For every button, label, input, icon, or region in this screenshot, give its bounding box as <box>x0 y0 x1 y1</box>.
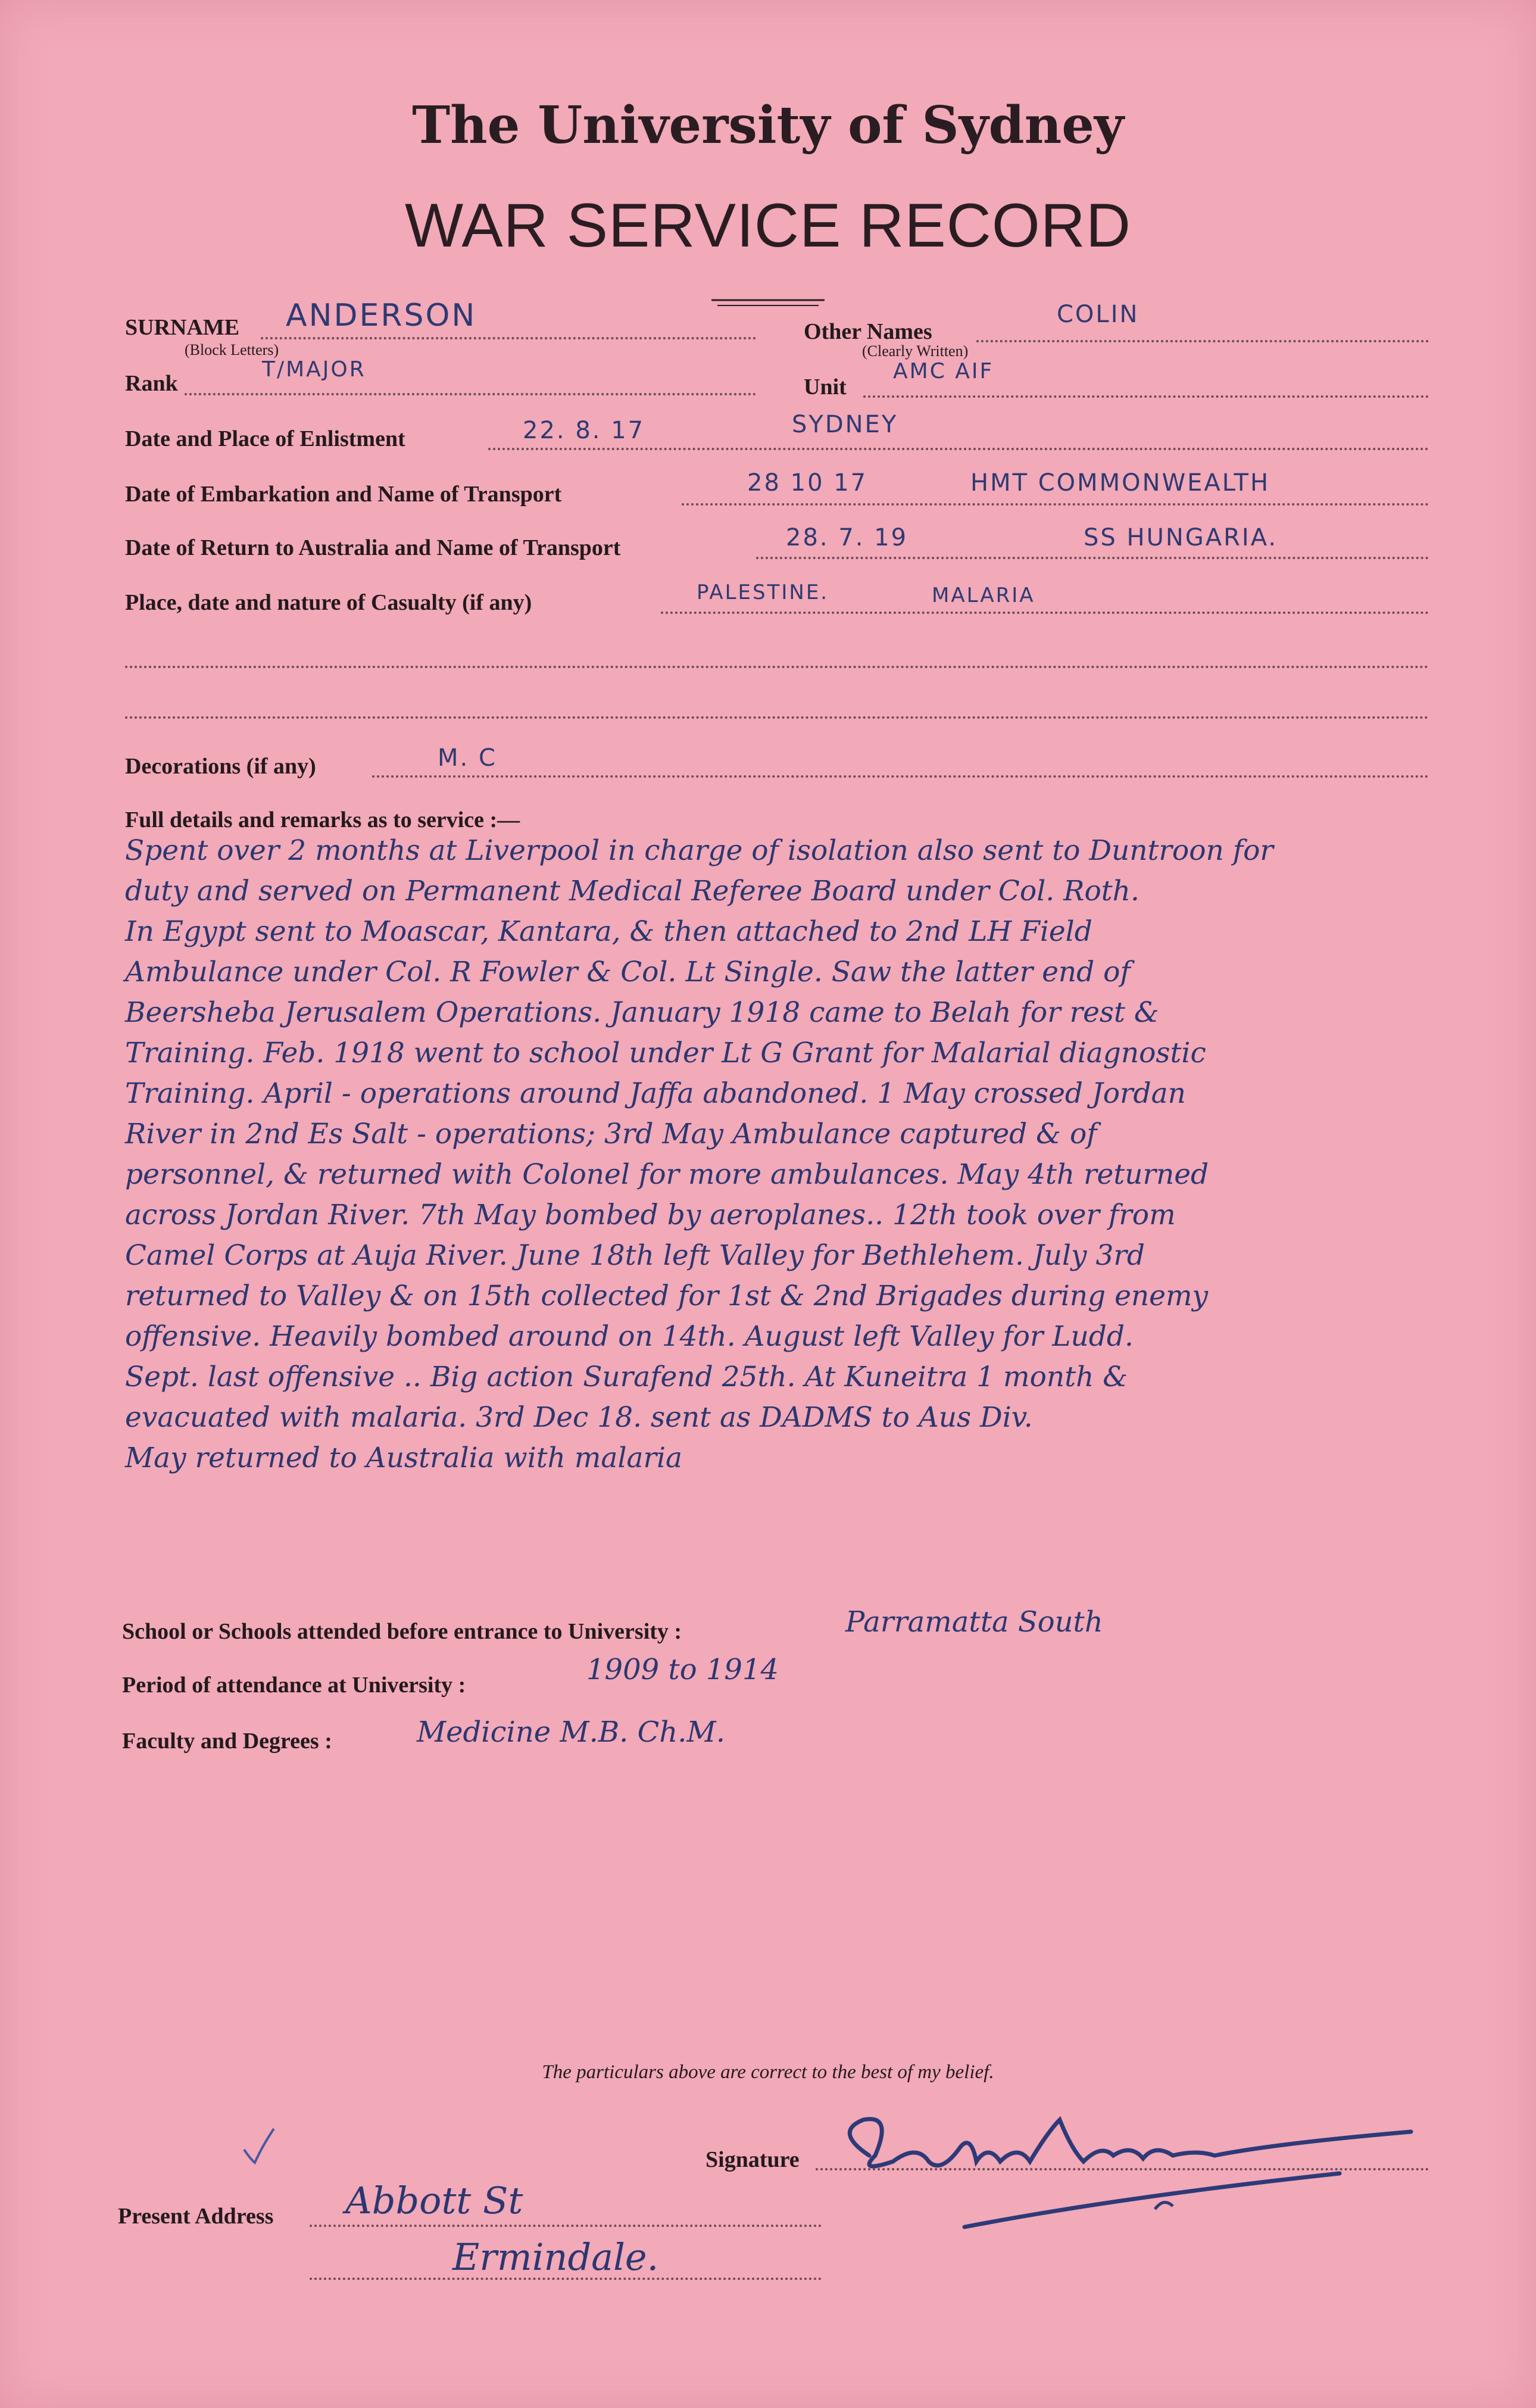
embarkation-label: Date of Embarkation and Name of Transport <box>125 482 562 507</box>
rank-line <box>185 393 756 395</box>
address-line1-value: Abbott St <box>345 2179 523 2222</box>
remarks-line: Spent over 2 months at Liverpool in charge of isolation also sent to Duntroon for <box>125 834 1273 867</box>
remarks-line: personnel, & returned with Colonel for more ambulances. May 4th returned <box>125 1158 1209 1191</box>
attendance-label: Period of attendance at University : <box>122 1673 466 1698</box>
remarks-line: Sept. last offensive .. Big action Surafend 25th. At Kuneitra 1 month & <box>125 1361 1128 1393</box>
faculty-label: Faculty and Degrees : <box>122 1729 332 1754</box>
casualty-line-3 <box>125 716 1429 719</box>
signature-mark <box>822 2108 1423 2245</box>
remarks-label: Full details and remarks as to service :— <box>125 807 520 832</box>
remarks-line: Training. Feb. 1918 went to school under Lt G Grant for Malarial diagnostic <box>125 1037 1206 1069</box>
enlistment-line <box>488 448 1429 450</box>
title-ornament-rule <box>711 297 825 310</box>
remarks-line: across Jordan River. 7th May bombed by aeroplanes.. 12th took over from <box>125 1199 1176 1231</box>
remarks-line: Beersheba Jerusalem Operations. January 1918 came to Belah for rest & <box>125 996 1159 1029</box>
casualty-line-2 <box>125 666 1429 668</box>
return-label: Date of Return to Australia and Name of Transport <box>125 535 621 560</box>
attendance-value: 1909 to 1914 <box>586 1653 779 1686</box>
surname-hint: (Block Letters) <box>185 341 279 358</box>
rank-label: Rank <box>125 371 178 396</box>
check-mark-icon <box>238 2126 280 2167</box>
remarks-line: offensive. Heavily bombed around on 14th. August left Valley for Ludd. <box>125 1320 1134 1353</box>
form-title: WAR SERVICE RECORD <box>405 191 1131 260</box>
surname-label: SURNAME <box>125 315 240 340</box>
rank-value: T/MAJOR <box>262 357 366 382</box>
return-line <box>756 557 1429 559</box>
signature <box>822 2108 1423 2245</box>
unit-label: Unit <box>804 375 847 400</box>
decorations-line <box>372 775 1429 778</box>
unit-value: AMC AIF <box>893 359 994 383</box>
remarks-line: Camel Corps at Auja River. June 18th left Valley for Bethlehem. July 3rd <box>125 1239 1145 1272</box>
address-line-1 <box>310 2225 822 2227</box>
surname-value: ANDERSON <box>286 298 477 333</box>
other-names-value: COLIN <box>1057 301 1139 328</box>
certification-statement: The particulars above are correct to the best of my belief. <box>542 2061 994 2083</box>
embarkation-transport: HMT COMMONWEALTH <box>970 469 1270 497</box>
enlistment-label: Date and Place of Enlistment <box>125 426 405 451</box>
other-names-hint: (Clearly Written) <box>862 342 969 360</box>
enlistment-place: SYDNEY <box>792 411 898 438</box>
other-names-line <box>976 340 1429 342</box>
remarks-line: Training. April - operations around Jaffa abandoned. 1 May crossed Jordan <box>125 1077 1186 1110</box>
casualty-nature: MALARIA <box>932 584 1035 607</box>
return-date: 28. 7. 19 <box>786 524 909 551</box>
signature-label: Signature <box>705 2147 800 2172</box>
address-label: Present Address <box>118 2204 274 2229</box>
embarkation-date: 28 10 17 <box>747 469 868 497</box>
remarks-line: Ambulance under Col. R Fowler & Col. Lt Single. Saw the latter end of <box>125 956 1131 988</box>
decorations-label: Decorations (if any) <box>125 754 316 779</box>
surname-line <box>261 337 756 339</box>
remarks-line: River in 2nd Es Salt - operations; 3rd May Ambulance captured & of <box>125 1118 1097 1150</box>
unit-line <box>863 395 1429 398</box>
faculty-value: Medicine M.B. Ch.M. <box>417 1715 725 1749</box>
other-names-label: Other Names <box>804 319 932 344</box>
return-transport: SS HUNGARIA. <box>1084 524 1278 551</box>
casualty-place: PALESTINE. <box>697 581 829 604</box>
remarks-line: returned to Valley & on 15th collected for 1st & 2nd Brigades during enemy <box>125 1280 1209 1312</box>
address-line2-value: Ermindale. <box>452 2235 659 2279</box>
remarks-line: In Egypt sent to Moascar, Kantara, & then attached to 2nd LH Field <box>125 915 1092 948</box>
casualty-line <box>661 612 1429 614</box>
university-heading: The University of Sydney <box>412 95 1124 155</box>
remarks-line: evacuated with malaria. 3rd Dec 18. sent as DADMS to Aus Div. <box>125 1401 1033 1434</box>
service-remarks <box>125 831 1536 1479</box>
remarks-line: May returned to Australia with malaria <box>125 1442 683 1474</box>
enlistment-date: 22. 8. 17 <box>523 417 645 444</box>
embarkation-line <box>682 503 1429 506</box>
casualty-label: Place, date and nature of Casualty (if any) <box>125 590 532 615</box>
school-label: School or Schools attended before entrance to University : <box>122 1619 682 1644</box>
school-value: Parramatta South <box>845 1605 1103 1639</box>
decorations-value: M. C <box>438 744 497 772</box>
remarks-line: duty and served on Permanent Medical Referee Board under Col. Roth. <box>125 875 1139 907</box>
